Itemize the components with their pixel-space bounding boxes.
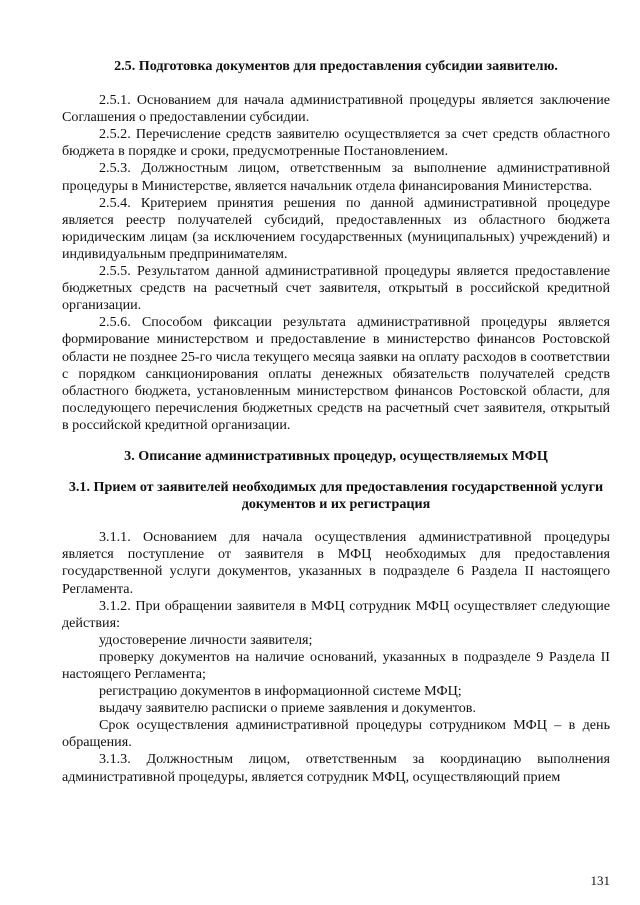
list-item-document-check: проверку документов на наличие оснований, указанных в подразделе 9 Раздела II настоящего Регламента; [62,648,610,682]
paragraph-2-5-1: 2.5.1. Основанием для начала административной процедуры является заключение Соглашения о предоставлении субсидии. [62,92,610,126]
paragraph-3-1-1: 3.1.1. Основанием для начала осуществления административной процедуры является поступление от заявителя в МФЦ необходимых для предоставления государственной услуги документов, указанных в подразделе 6 Раздела II настоящего Регламента. [62,529,610,597]
paragraph-2-5-2: 2.5.2. Перечисление средств заявителю осуществляется за счет средств областного бюджета в порядке и сроки, предусмотренные Постановлением. [62,126,610,160]
paragraph-3-1-2: 3.1.2. При обращении заявителя в МФЦ сотрудник МФЦ осуществляет следующие действия: [62,597,610,631]
section-heading-3: 3. Описание административных процедур, осуществляемых МФЦ [124,447,548,464]
section-heading-2-5: 2.5. Подготовка документов для предоставления субсидии заявителю. [114,58,558,74]
paragraph-2-5-6: 2.5.6. Способом фиксации результата административной процедуры является формирование министерством и предоставление в министерство финансов Ростовской области не позднее 25-го числа текущего месяца заявки на оплату расходов в соответствии с порядком санкционирования оплаты денежных обязательств получателей средств областного бюджета, установленным министерством финансов Ростовской области, для последующего перечисления бюджетных средств на расчетный счет заявителя, открытый в российской кредитной организации. [62,314,610,433]
paragraph-3-1-3: 3.1.3. Должностным лицом, ответственным за координацию выполнения административной процедуры, является сотрудник МФЦ, осуществляющий прием [62,751,610,785]
paragraph-procedure-term: Срок осуществления административной процедуры сотрудником МФЦ – в день обращения. [62,717,610,751]
list-item-identity-verification: удостоверение личности заявителя; [99,631,313,648]
section-heading-3-1: 3.1. Прием от заявителей необходимых для предоставления государственной услуги документов и их регистрация [68,479,604,513]
paragraph-2-5-3: 2.5.3. Должностным лицом, ответственным за выполнение административной процедуры в Министерстве, является начальник отдела финансирования Министерства. [62,160,610,194]
page-number: 131 [590,873,610,888]
paragraph-2-5-4: 2.5.4. Критерием принятия решения по данной административной процедуре является реестр получателей субсидий, предоставленных из областного бюджета юридическим лицам (за исключением государственных (муниципальных) учреждений) и индивидуальным предпринимателям. [62,194,610,262]
paragraph-2-5-5: 2.5.5. Результатом данной административной процедуры является предоставление бюджетных средств на расчетный счет заявителя, открытый в российской кредитной организации. [62,263,610,314]
list-item-receipt-issuance: выдачу заявителю расписки о приеме заявления и документов. [99,700,476,717]
list-item-document-registration: регистрацию документов в информационной системе МФЦ; [99,683,462,700]
